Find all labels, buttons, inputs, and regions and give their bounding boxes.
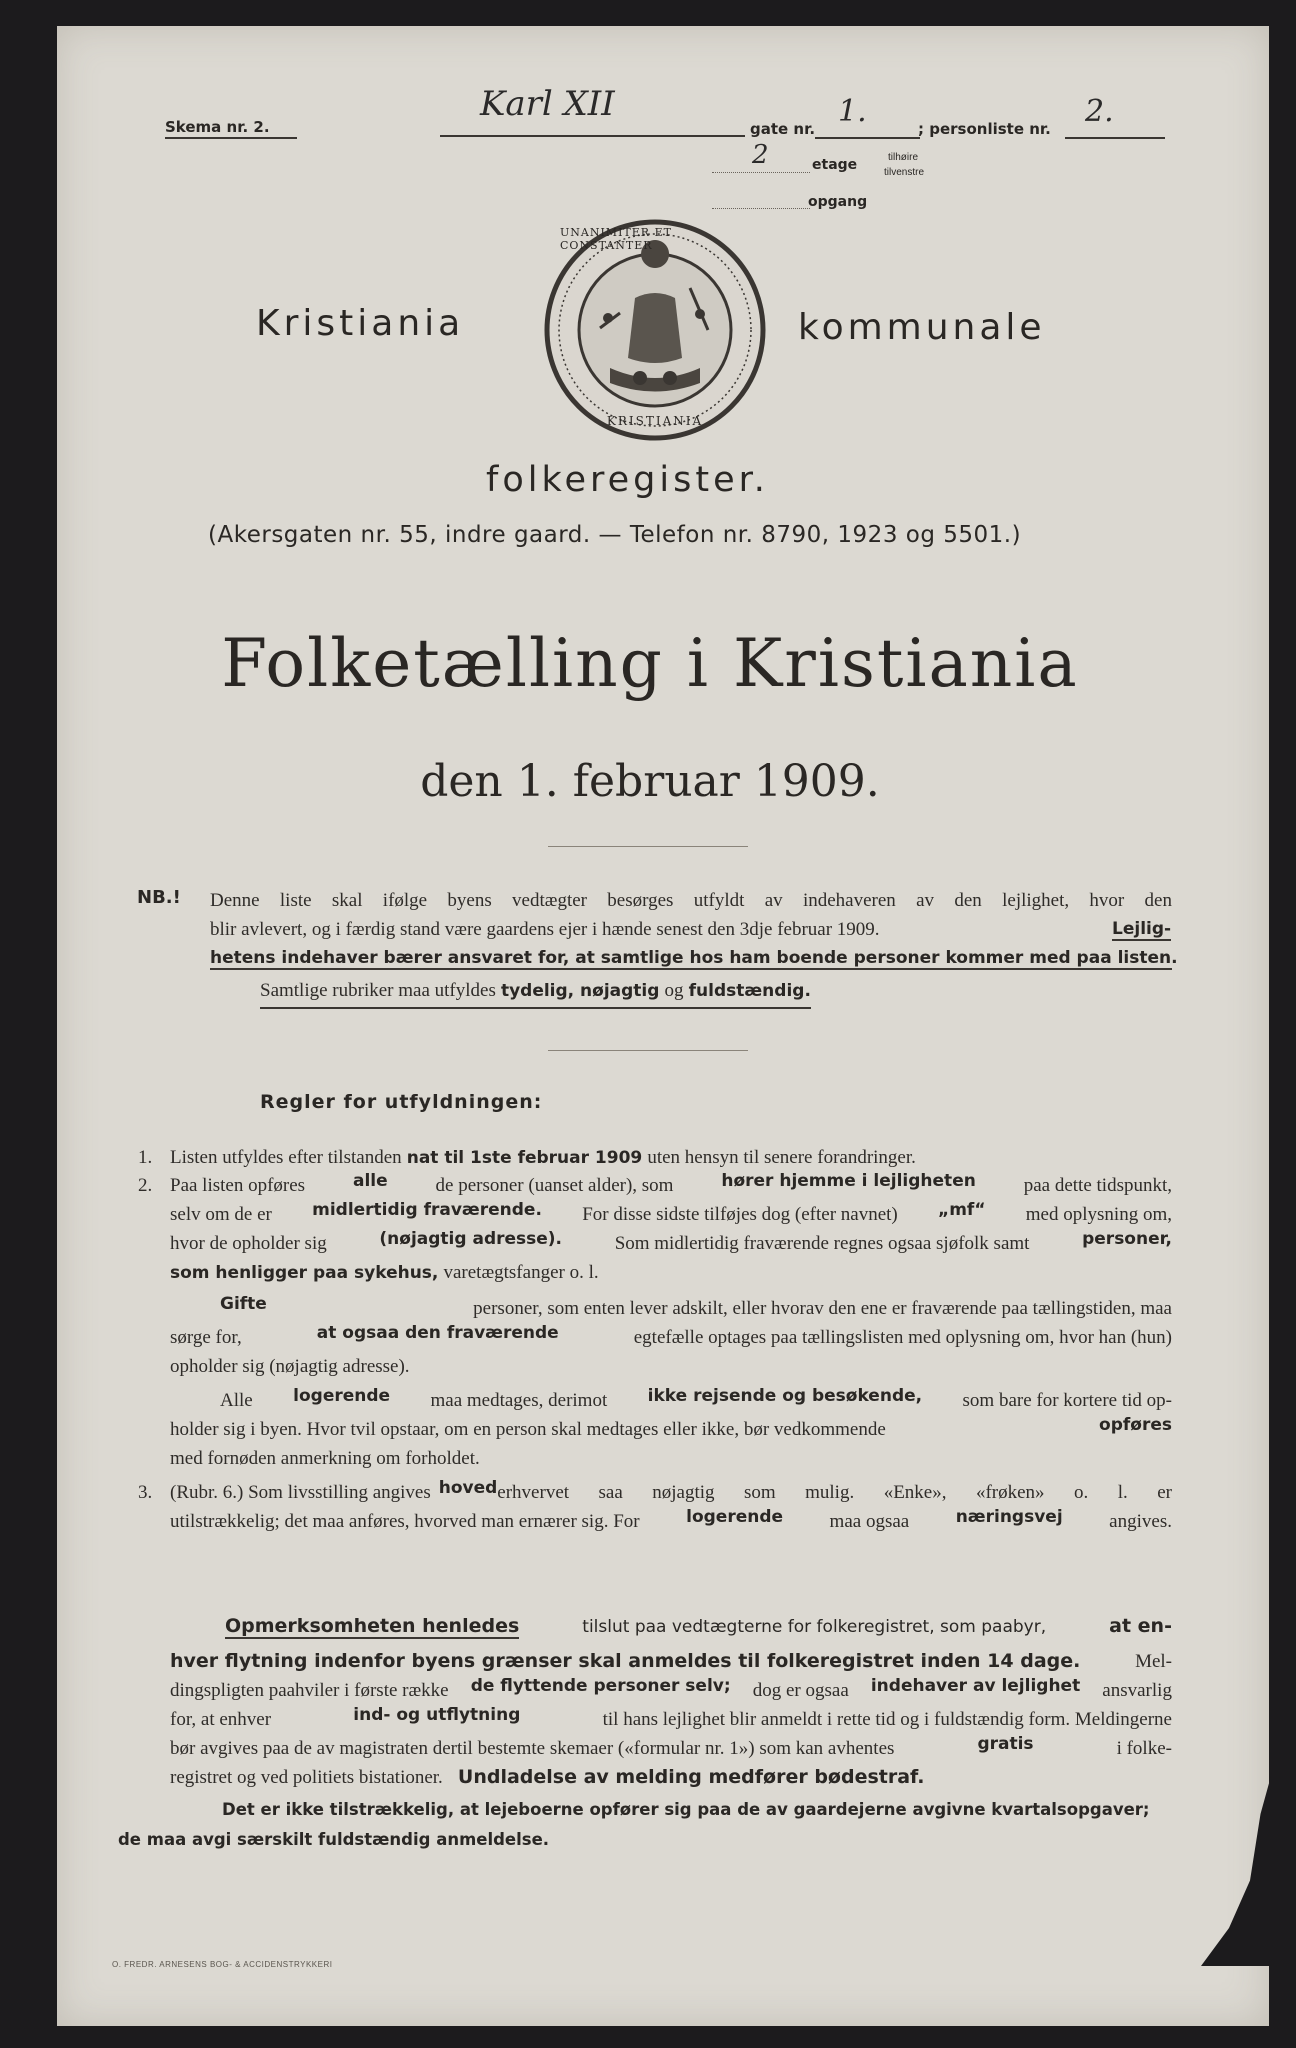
alle-l2-b: opføres [1099,1415,1172,1435]
notice-l3-c: dog er ogsaa [752,1680,849,1701]
gifte-l2-a: sørge for, [170,1327,242,1348]
nb-line-2: blir avlevert, og i færdig stand være gaardens ejer i hænde senest den 3dje februar 1909. [210,919,880,940]
rule-3-number: 3. [138,1482,153,1503]
personliste-underline [1065,137,1165,139]
rule-2-l1-e: paa dette tidspunkt, [1023,1175,1172,1196]
nb-line-1: Denne liste skal ifølge byens vedtægter besørges utfyldt av indehaveren av den lejlighet, hvor den [210,890,1172,911]
gate-underline [815,137,920,139]
notice-l2-a: hver flytning indenfor byens grænser skal anmeldes til folkeregistret inden 14 dage. [170,1650,1081,1672]
torn-corner [1201,1776,1271,1966]
folkeregister-word: folkeregister. [486,460,769,500]
rule-3-line-2 [170,1507,1172,1536]
notice-l6-a: registret og ved politiets bistationer. [170,1767,443,1788]
nb-line-4-og: og [664,980,684,1001]
notice-line-2 [170,1647,1172,1676]
notice-l1-b: tilslut paa vedtægterne for folkeregistret, som paabyr, [582,1617,1047,1637]
notice-l3-b: de flyttende personer selv; [470,1676,731,1696]
gate-label: gate nr. [750,120,816,138]
etage-dotted-line [712,172,810,173]
nb-line-4-bold: tydelig, nøjagtig [500,981,660,1001]
notice-line-3 [170,1676,1172,1705]
nb-divider [548,1050,748,1051]
notice-l4-a: for, at enhver [170,1709,272,1730]
alle-l2-a: holder sig i byen. Hvor tvil opstaar, om en person skal medtages eller ikke, bør vedkommende [170,1419,886,1440]
address-line: (Akersgaten nr. 55, indre gaard. — Telefon nr. 8790, 1923 og 5501.) [208,522,1022,548]
kommunale-word: kommunale [798,307,1046,348]
rule-3-l1-a: (Rubr. 6.) Som livsstilling angives [170,1482,431,1503]
rules-heading: Regler for utfyldningen: [260,1091,543,1113]
gifte-l1-b: personer, som enten lever adskilt, eller hvorav den ene er fraværende paa tællingstiden, maa [473,1298,1172,1319]
rule-2-l2-b: midlertidig fraværende. [312,1200,542,1220]
notice-line-5 [170,1734,1172,1763]
rule-2-line-1 [170,1171,1172,1200]
rule-2-l2-c: For disse sidste tilføjes dog (efter navnet) [582,1204,898,1225]
rule-2-l3-a: hvor de opholder sig [170,1233,327,1254]
rule-2-l2-d: „mf“ [938,1200,986,1220]
skema-label: Skema nr. 2. [165,118,270,136]
notice-l3-a: dingspligten paahviler i første række [170,1680,449,1701]
etage-value: 2 [752,140,769,170]
nb-line-2-bold: Lejlig- [1112,919,1172,939]
notice-l4-b: ind- og utflytning [353,1705,521,1725]
rule-3-l2-c: maa ogsaa [829,1511,910,1532]
rule-1-number: 1. [138,1147,153,1168]
nb-label: NB.! [137,887,181,908]
opgang-label: opgang [808,194,868,210]
rule-2-l1-c: de personer (uanset alder), som [435,1175,674,1196]
notice-line-4 [170,1705,1172,1734]
gifte-line-2 [170,1323,1172,1352]
rule-1-text-a: Listen utfyldes efter tilstanden [170,1147,402,1168]
rule-2-l1-a: Paa listen opføres [170,1175,306,1196]
gifte-l1-a: Gifte [220,1294,267,1314]
rule-3-l2-a: utilstrækkelig; det maa anføres, hvorved man ernærer sig. For [170,1511,640,1532]
gate-value: 1. [838,94,867,129]
tilhoire-label: tilhøire [888,152,919,163]
street-handwritten: Karl XII [480,84,615,124]
alle-l1-c: maa medtages, derimot [430,1390,608,1411]
printer-imprint: O. FREDR. ARNESENS BOG- & ACCIDENSTRYKKERI [112,1960,333,1969]
street-underline [440,135,745,137]
skema-underline [165,137,297,139]
seal-inscription-top: UNANIMITER ET CONSTANTER [560,226,672,252]
notice-l3-e: ansvarlig [1102,1680,1172,1701]
notice-l1-a: Opmerksomheten henledes [225,1615,520,1637]
alle-line-3: med fornøden anmerkning om forholdet. [170,1448,480,1469]
date-title: den 1. februar 1909. [420,756,880,807]
notice-l5-b: gratis [977,1734,1034,1754]
alle-line-2 [170,1415,1172,1444]
rule-2-l1-b: alle [352,1171,388,1191]
notice-l2-b: Mel- [1135,1651,1172,1672]
rule-1 [170,1143,916,1172]
rule-3-line-1 [170,1478,1172,1507]
opgang-dotted-line [712,208,810,209]
notice-l5-c: i folke- [1116,1738,1172,1759]
notice-l1-c: at en- [1109,1615,1172,1637]
notice-l3-d: indehaver av lejlighet [870,1676,1081,1696]
rule-1-bold: nat til 1ste februar 1909 [406,1148,643,1168]
notice-line-8: de maa avgi særskilt fuldstændig anmeldelse. [118,1830,550,1849]
personliste-value: 2. [1085,94,1114,129]
etage-label: etage [812,157,858,173]
spacer [431,1478,439,1507]
rule-2-l3-b: (nøjagtig adresse). [379,1229,563,1249]
personliste-label: ; personliste nr. [918,120,1051,138]
rule-2-line-4 [170,1258,599,1287]
alle-l1-e: som bare for kortere tid op- [962,1390,1172,1411]
rule-3-l1-b: hoved [438,1478,498,1498]
rule-2-l3-c: Som midlertidig fraværende regnes ogsaa sjøfolk samt [614,1233,1030,1254]
rule-3-l1-c: erhvervet saa nøjagtig som mulig. «Enke», «frøken» o. l. er [497,1482,1172,1503]
nb-line-3-bold: hetens indehaver bærer ansvaret for, at samtlige hos ham boende personer kommer med paa listen. [210,948,1178,968]
seal-inscription-bottom: KRISTIANIA [606,414,704,428]
alle-line-1 [220,1386,1172,1415]
rule-2-l3-d: personer, [1082,1229,1172,1249]
rule-3-l2-e: angives. [1109,1511,1172,1532]
alle-l1-d: ikke rejsende og besøkende, [647,1386,923,1406]
rule-2-number: 2. [138,1175,153,1196]
gifte-l2-b: at ogsaa den fraværende [316,1323,559,1343]
gifte-line-1 [220,1294,1172,1323]
gifte-line-3: opholder sig (nøjagtig adresse). [170,1356,410,1377]
rule-2-l2-e: med oplysning om, [1025,1204,1172,1225]
nb-line-4 [260,976,811,1009]
notice-line-7: Det er ikke tilstrækkelig, at lejeboerne opfører sig paa de av gaardejerne avgivne kvartalsopgaver; [222,1800,1150,1819]
kristiania-word: Kristiania [256,303,465,344]
rule-2-line-2 [170,1200,1172,1229]
rule-2-l1-d: hører hjemme i lejligheten [721,1171,976,1191]
rule-2-l4-a: som henligger paa sykehus, [170,1263,439,1283]
rule-3-l2-d: næringsvej [955,1507,1063,1527]
main-title: Folketælling i Kristiania [221,625,1079,702]
notice-l5-a: bør avgives paa de av magistraten dertil bestemte skemaer («formular nr. 1») som kan avhentes [170,1738,895,1759]
rule-1-text-c: uten hensyn til senere forandringer. [647,1147,916,1168]
notice-line-6 [170,1763,925,1792]
alle-l1-a: Alle [220,1390,253,1411]
alle-l1-b: logerende [293,1386,391,1406]
notice-line-1 [225,1615,1172,1639]
nb-line-4-text: Samtlige rubriker maa utfyldes [260,980,496,1001]
rule-3-l2-b: logerende [686,1507,784,1527]
nb-line-4-bold-2: fuldstændig. [688,981,811,1001]
notice-l4-c: til hans lejlighet blir anmeldt i rette tid og i fuldstændig form. Meldingerne [602,1709,1172,1730]
gifte-l2-c: egtefælle optages paa tællingslisten med oplysning om, hvor han (hun) [633,1327,1172,1348]
rule-2-l4-b: varetægtsfanger o. l. [443,1262,599,1283]
notice-l6-b: Undladelse av melding medfører bødestraf. [457,1766,925,1788]
rule-2-line-3 [170,1229,1172,1258]
rule-2-l2-a: selv om de er [170,1204,272,1225]
title-divider [548,846,748,847]
tilvenstre-label: tilvenstre [884,167,925,178]
